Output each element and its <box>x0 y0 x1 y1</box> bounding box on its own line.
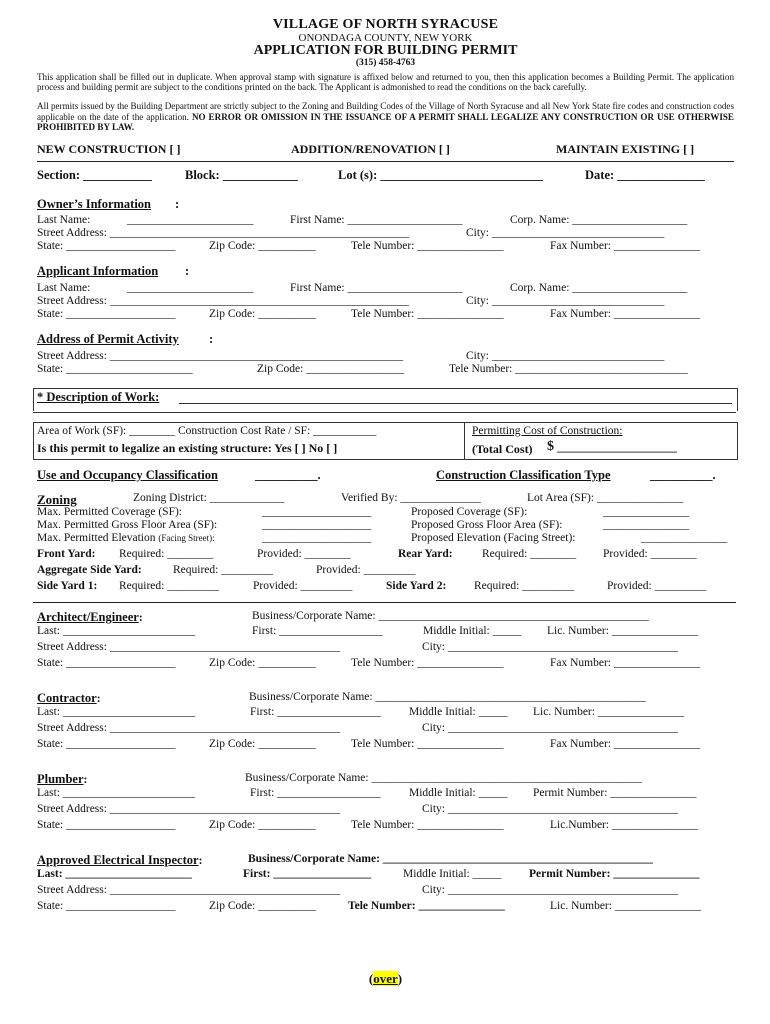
architect-first-field[interactable]: First: __________________ <box>252 624 383 637</box>
electrical-state-field[interactable]: State: ___________________ <box>37 899 176 912</box>
form-header <box>37 18 734 69</box>
owner-street-field[interactable]: Street Address: ____________________________________________________ <box>37 226 409 239</box>
electrical-lic-field[interactable]: Lic. Number: _______________ <box>550 899 702 912</box>
lot-area-field[interactable]: Lot Area (SF): _______________ <box>527 491 684 504</box>
plumber-title: Plumber: <box>37 771 88 786</box>
applicant-city-field[interactable]: City: ______________________________ <box>466 294 665 307</box>
electrical-mi-field[interactable]: Middle Initial: _____ <box>403 867 502 880</box>
architect-state-field[interactable]: State: ___________________ <box>37 656 176 669</box>
elevation-row <box>37 532 734 545</box>
contractor-last-field[interactable]: Last: _______________________ <box>37 705 196 718</box>
contractor-city-field[interactable]: City: ________________________________________ <box>422 721 678 734</box>
electrical-title-text: Approved Electrical Inspector <box>37 852 199 867</box>
permit-zip-field[interactable]: Zip Code: _________________ <box>257 362 404 375</box>
contractor-state-row <box>37 738 734 754</box>
rear-yard-required[interactable]: Required: ________ <box>482 547 577 560</box>
construction-type-row <box>37 142 734 158</box>
architect-header-row <box>37 609 734 625</box>
proposed-coverage-field[interactable]: _______________ <box>603 505 690 518</box>
max-elevation-field[interactable]: ___________________ <box>262 531 372 544</box>
verified-by-field[interactable]: Verified By: ______________ <box>341 491 481 504</box>
description-line-1[interactable] <box>179 403 732 404</box>
construction-class-label: Construction Classification Type <box>436 467 611 482</box>
description-label: * Description of Work: <box>37 389 160 404</box>
permit-tele-field[interactable]: Tele Number: ______________________________ <box>449 362 688 375</box>
plumber-title-text: Plumber <box>37 771 84 786</box>
applicant-corp-field[interactable]: Corp. Name: ____________________ <box>510 281 688 294</box>
location-row <box>37 168 734 188</box>
front-yard-label: Front Yard: <box>37 547 96 560</box>
plumber-tele-field[interactable]: Tele Number: _______________ <box>351 818 504 831</box>
owner-corp-field[interactable]: Corp. Name: ____________________ <box>510 213 688 226</box>
phone-number: (315) 458-4763 <box>355 57 416 68</box>
applicant-state-row <box>37 308 734 321</box>
max-elevation-label <box>37 532 215 544</box>
rear-yard-label: Rear Yard: <box>398 547 453 560</box>
permit-form <box>37 17 734 986</box>
architect-mi-field[interactable]: Middle Initial: _____ <box>423 624 522 637</box>
description-line-2[interactable] <box>33 412 736 413</box>
permit-address-section-title: Address of Permit Activity : <box>37 331 214 346</box>
plumber-lic-field[interactable]: Lic.Number: _______________ <box>550 818 699 831</box>
contractor-name-row <box>37 706 734 722</box>
form-title: APPLICATION FOR BUILDING PERMIT <box>253 43 518 59</box>
max-coverage-label: Max. Permitted Coverage (SF): <box>37 505 183 518</box>
permit-address-title: Address of Permit Activity <box>37 331 179 346</box>
electrical-street-row <box>37 884 734 900</box>
owner-name-row <box>37 214 734 227</box>
plumber-header-row <box>37 771 734 787</box>
max-elevation-small: (Facing Street): <box>158 532 215 543</box>
contractor-mi-field[interactable]: Middle Initial: _____ <box>409 705 508 718</box>
plumber-first-field[interactable]: First: __________________ <box>250 786 381 799</box>
use-occupancy-field[interactable]: __________. <box>255 467 321 482</box>
contractor-state-field[interactable]: State: ___________________ <box>37 737 176 750</box>
village-title: VILLAGE OF NORTH SYRACUSE <box>272 17 499 32</box>
plumber-state-row <box>37 819 734 835</box>
front-rear-yard-row <box>37 548 734 564</box>
architect-fax-field[interactable]: Fax Number: _______________ <box>550 656 701 669</box>
architect-last-field[interactable]: Last: _______________________ <box>37 624 196 637</box>
electrical-tele-field[interactable]: Tele Number: _______________ <box>348 899 505 912</box>
new-construction-checkbox[interactable]: NEW CONSTRUCTION [ ] <box>37 141 181 156</box>
permit-cost-label: Permitting Cost of Construction: <box>472 424 623 437</box>
applicant-last-label: Last Name: <box>37 281 91 294</box>
electrical-first-field[interactable]: First: _________________ <box>243 867 372 880</box>
side-yard-1-label: Side Yard 1: <box>37 579 98 592</box>
plumber-permit-field[interactable]: Permit Number: _______________ <box>533 786 697 799</box>
architect-title-text: Architect/Engineer <box>37 609 139 624</box>
permit-city-field[interactable]: City: ______________________________ <box>466 349 665 362</box>
intro-paragraph-2 <box>37 101 734 133</box>
total-cost-field[interactable]: ____________________ <box>557 439 677 454</box>
description-area <box>37 376 734 412</box>
divider-2 <box>33 602 736 603</box>
zoning-district-field[interactable]: Zoning District: _____________ <box>133 491 285 504</box>
gfa-row <box>37 519 734 532</box>
owner-fax-field[interactable]: Fax Number: _______________ <box>550 239 701 252</box>
zoning-header-row <box>37 489 734 506</box>
contractor-lic-field[interactable]: Lic. Number: _______________ <box>533 705 685 718</box>
aggregate-side-yard-row <box>37 564 734 580</box>
owner-state-row <box>37 240 734 253</box>
applicant-fax-field[interactable]: Fax Number: _______________ <box>550 307 701 320</box>
contractor-street-row <box>37 722 734 738</box>
aggregate-required[interactable]: Required: _________ <box>173 563 273 576</box>
proposed-gfa-label: Proposed Gross Floor Area (SF): <box>411 518 563 531</box>
owner-title: Owner’s Information <box>37 196 151 211</box>
architect-title: Architect/Engineer: <box>37 609 143 624</box>
plumber-business-field[interactable]: Business/Corporate Name: _______________________________________________ <box>245 771 642 784</box>
total-cost-label: (Total Cost) <box>472 441 533 456</box>
permit-state-row <box>37 363 734 376</box>
use-occupancy-label: Use and Occupancy Classification <box>37 467 218 482</box>
permit-street-field[interactable]: Street Address: ___________________________________________________ <box>37 349 404 362</box>
owner-last-field[interactable]: ______________________ <box>127 213 254 226</box>
architect-zip-field[interactable]: Zip Code: __________ <box>209 656 316 669</box>
block-field[interactable]: Block: ____________ <box>185 167 298 182</box>
applicant-section-title: Applicant Information : <box>37 263 190 278</box>
divider-1 <box>37 161 734 162</box>
owner-state-field[interactable]: State: ___________________ <box>37 239 176 252</box>
plumber-state-field[interactable]: State: ___________________ <box>37 818 176 831</box>
electrical-zip-field[interactable]: Zip Code: __________ <box>209 899 316 912</box>
proposed-elevation-label: Proposed Elevation (Facing Street): <box>411 531 576 544</box>
architect-tele-field[interactable]: Tele Number: _______________ <box>351 656 504 669</box>
lots-field[interactable]: Lot (s): __________________________ <box>338 167 543 182</box>
aggregate-provided[interactable]: Provided: _________ <box>316 563 416 576</box>
intro-paragraph-1: This application shall be filled out in duplicate. When approval stamp with signature is affixed below and returned to you, then this application becomes a Building Permit. The application process and building permit are subject to the conditions printed on the back. The Applicant is admonished to read the conditions on the back carefully. <box>37 71 734 93</box>
owner-zip-field[interactable]: Zip Code: __________ <box>209 239 316 252</box>
applicant-last-field[interactable]: ______________________ <box>127 281 254 294</box>
architect-business-field[interactable]: Business/Corporate Name: _______________________________________________ <box>252 609 649 622</box>
architect-street-field[interactable]: Street Address: ________________________________________ <box>37 640 340 653</box>
contractor-header-row <box>37 690 734 706</box>
plumber-last-field[interactable]: Last: _______________________ <box>37 786 196 799</box>
coverage-row <box>37 506 734 519</box>
owner-last-label: Last Name: <box>37 213 91 226</box>
proposed-gfa-field[interactable]: _______________ <box>603 518 690 531</box>
side-yard-2-required[interactable]: Required: _________ <box>474 579 574 592</box>
contractor-zip-field[interactable]: Zip Code: __________ <box>209 737 316 750</box>
applicant-zip-field[interactable]: Zip Code: __________ <box>209 307 316 320</box>
electrical-business-field[interactable]: Business/Corporate Name: _______________________________________________ <box>248 852 654 865</box>
contractor-title-text: Contractor <box>37 690 97 705</box>
cost-area <box>37 422 734 462</box>
over-indicator[interactable]: (over) <box>368 971 403 986</box>
proposed-coverage-label: Proposed Coverage (SF): <box>411 505 528 518</box>
legalize-question[interactable]: Is this permit to legalize an existing structure: Yes [ ] No [ ] <box>37 440 338 455</box>
aggregate-side-yard-label: Aggregate Side Yard: <box>37 563 142 576</box>
max-coverage-field[interactable]: ___________________ <box>262 505 372 518</box>
max-gfa-label: Max. Permitted Gross Floor Area (SF): <box>37 518 218 531</box>
applicant-state-field[interactable]: State: ___________________ <box>37 307 176 320</box>
proposed-elevation-field[interactable]: _______________ <box>641 531 728 544</box>
addition-renovation-checkbox[interactable]: ADDITION/RENOVATION [ ] <box>291 141 450 156</box>
permit-street-row <box>37 350 734 363</box>
section-field[interactable]: Section: ___________ <box>37 167 152 182</box>
total-cost-dollar: $ <box>547 438 554 454</box>
contractor-fax-field[interactable]: Fax Number: _______________ <box>550 737 701 750</box>
electrical-last-field[interactable]: Last: ______________________ <box>37 867 192 880</box>
owner-section-title: Owner’s Information : <box>37 196 180 211</box>
owner-first-field[interactable]: First Name: ____________________ <box>290 213 463 226</box>
over-link[interactable]: over <box>373 971 398 986</box>
plumber-name-row <box>37 787 734 803</box>
construction-class-field[interactable]: __________. <box>650 467 716 482</box>
cost-box-divider <box>464 422 465 460</box>
applicant-street-row <box>37 295 734 308</box>
electrical-title: Approved Electrical Inspector: <box>37 852 203 867</box>
contractor-business-field[interactable]: Business/Corporate Name: _______________________________________________ <box>249 690 646 703</box>
date-field[interactable]: Date: ______________ <box>585 167 705 182</box>
classification-row <box>37 462 734 489</box>
contractor-title: Contractor: <box>37 690 101 705</box>
max-elevation-text: Max. Permitted Elevation <box>37 531 156 544</box>
maintain-existing-checkbox[interactable]: MAINTAIN EXISTING [ ] <box>556 141 695 156</box>
intro-paragraph-2-text: All permits issued by the Building Department are strictly subject to the Zoning and Building Codes of the Village of North Syracuse and all New York State fire codes and construction codes applicable on the date of the application. <box>37 101 734 122</box>
contractor-tele-field[interactable]: Tele Number: _______________ <box>351 737 504 750</box>
side-yard-2-label: Side Yard 2: <box>386 579 447 592</box>
electrical-permit-field[interactable]: Permit Number: _______________ <box>529 867 700 880</box>
electrical-header-row <box>37 852 734 868</box>
architect-state-row <box>37 657 734 673</box>
architect-city-field[interactable]: City: ________________________________________ <box>422 640 678 653</box>
electrical-city-field[interactable]: City: ________________________________________ <box>422 883 678 896</box>
plumber-zip-field[interactable]: Zip Code: __________ <box>209 818 316 831</box>
permit-state-field[interactable]: State: ______________________ <box>37 362 193 375</box>
architect-street-row <box>37 641 734 657</box>
side-yard-2-provided[interactable]: Provided: _________ <box>607 579 707 592</box>
owner-street-row <box>37 227 734 240</box>
plumber-street-row <box>37 803 734 819</box>
rear-yard-provided[interactable]: Provided: ________ <box>603 547 697 560</box>
zoning-title: Zoning <box>37 491 77 507</box>
plumber-city-field[interactable]: City: ________________________________________ <box>422 802 678 815</box>
owner-city-field[interactable]: City: ______________________________ <box>466 226 665 239</box>
contractor-first-field[interactable]: First: __________________ <box>250 705 381 718</box>
max-gfa-field[interactable]: ___________________ <box>262 518 372 531</box>
owner-tele-field[interactable]: Tele Number: _______________ <box>351 239 504 252</box>
front-yard-required[interactable]: Required: ________ <box>119 547 214 560</box>
county-line: ONONDAGA COUNTY, NEW YORK <box>298 31 473 44</box>
front-yard-provided[interactable]: Provided: ________ <box>257 547 351 560</box>
side-yard-1-required[interactable]: Required: _________ <box>119 579 219 592</box>
plumber-mi-field[interactable]: Middle Initial: _____ <box>409 786 508 799</box>
applicant-title: Applicant Information <box>37 263 159 278</box>
plumber-street-field[interactable]: Street Address: ________________________________________ <box>37 802 340 815</box>
electrical-name-row <box>37 868 734 884</box>
architect-lic-field[interactable]: Lic. Number: _______________ <box>547 624 699 637</box>
electrical-state-row <box>37 900 734 916</box>
intro-paragraph-2-bold: NO ERROR OR OMISSION IN THE ISSUANCE OF A PERMIT SHALL LEGALIZE ANY CONSTRUCTION OR USE OTHERWISE PROHIBITED BY LAW. <box>37 111 734 133</box>
applicant-name-row <box>37 282 734 295</box>
applicant-tele-field[interactable]: Tele Number: _______________ <box>351 307 504 320</box>
applicant-street-field[interactable]: Street Address: ____________________________________________________ <box>37 294 409 307</box>
side-yard-1-provided[interactable]: Provided: _________ <box>253 579 353 592</box>
area-of-work-field[interactable]: Area of Work (SF): ________ Construction Cost Rate / SF: ___________ <box>37 424 377 437</box>
architect-name-row <box>37 625 734 641</box>
contractor-street-field[interactable]: Street Address: ________________________________________ <box>37 721 340 734</box>
applicant-first-field[interactable]: First Name: ____________________ <box>290 281 463 294</box>
electrical-street-field[interactable]: Street Address: ________________________________________ <box>37 883 340 896</box>
